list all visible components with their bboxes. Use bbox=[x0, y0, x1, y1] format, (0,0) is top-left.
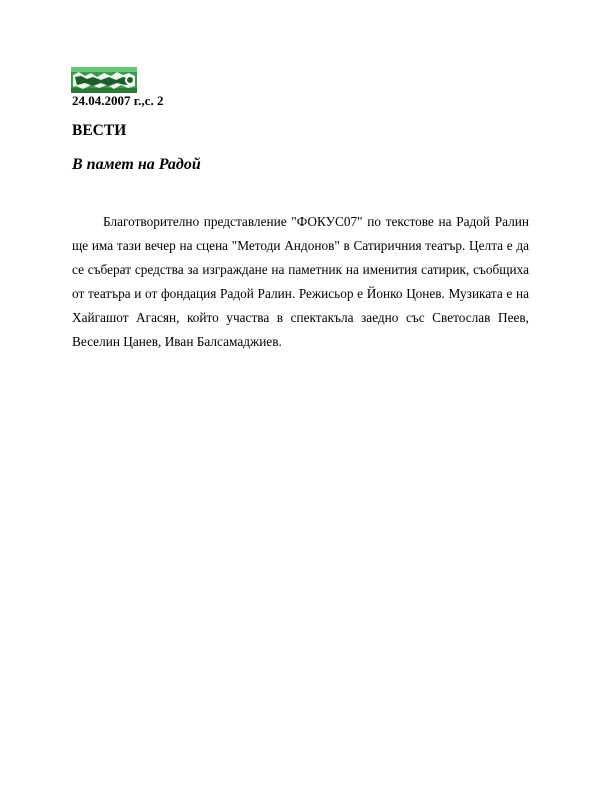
article-body: Благотворително представление "ФОКУС07" по текстове на Радой Ралин ще има тази вечер на сцена "Методи Андонов" в Сатиричния театър. Целта е да се съберат средства за изграждане на паметник на именития сатирик, съобщиха от театъра и от фондация Радой Ралин. Режисьор е Йонко Цонев. Музиката е на Хайгашот Агасян, който участва в спектакъла заедно със Светослав Пеев, Веселин Цанев, Иван Балсамаджиев. bbox=[72, 214, 529, 349]
newspaper-logo bbox=[71, 67, 137, 93]
publication-date: 24.04.2007 г.,с. 2 bbox=[72, 93, 164, 108]
section-title: ВЕСТИ bbox=[72, 122, 127, 139]
article-headline: В памет на Радой bbox=[72, 156, 201, 173]
